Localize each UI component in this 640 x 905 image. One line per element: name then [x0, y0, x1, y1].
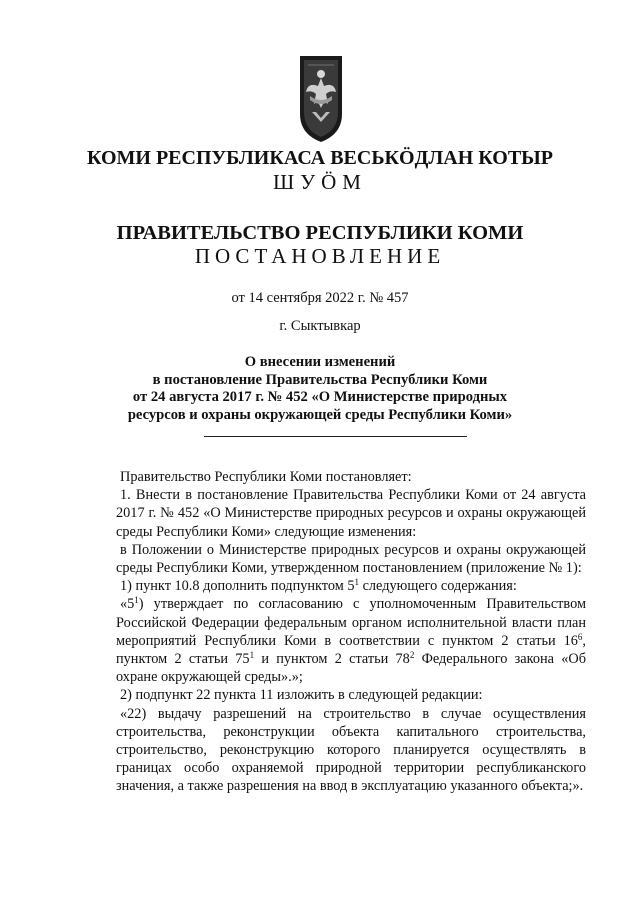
- coat-of-arms-emblem: [298, 52, 344, 144]
- text-fragment: и пунктом 2 статьи 78: [254, 651, 410, 668]
- text-fragment: «5: [120, 596, 135, 613]
- text-fragment: Федерального закона «Об охране окружающей среды».»;: [116, 651, 586, 686]
- superscript: 6: [577, 631, 583, 642]
- body-paragraph: в Положении о Министерстве природных ресурсов и охраны окружающей среды Республики Коми, утвержденном постановлением (приложение № 1):: [116, 541, 586, 577]
- decree-city: г. Сыктывкар: [279, 318, 361, 334]
- body-paragraph: [116, 595, 586, 686]
- decree-title-line: О внесении изменений: [244, 354, 396, 370]
- text-fragment: 1) пункт 10.8 дополнить подпунктом 5: [120, 578, 355, 595]
- government-name: ПРАВИТЕЛЬСТВО РЕСПУБЛИКИ КОМИ: [116, 222, 524, 244]
- decree-title-line: ресурсов и охраны окружающей среды Республики Коми»: [127, 406, 513, 423]
- decree-title: [0, 354, 640, 424]
- title-divider: [204, 436, 467, 437]
- body-paragraph: «22) выдачу разрешений на строительство в случае осуществления строительства, реконструкции объекта капитального строительства, строительство, реконструкцию которого планируется осуществлять в границах особо охраняемой природной территории республиканского значения, а также разрешения на ввод в эксплуатацию указанного объекта;».: [116, 705, 586, 795]
- body-paragraph: 2) подпункт 22 пункта 11 изложить в следующей редакции:: [120, 687, 483, 704]
- body-paragraph: 1. Внести в постановление Правительства Республики Коми от 24 августа 2017 г. № 452 «О Министерстве природных ресурсов и охраны окружающей среды Республики Коми» следующие изменения:: [116, 487, 586, 540]
- decree-title-line: в постановление Правительства Республики Коми: [152, 371, 488, 388]
- decree-body: [116, 468, 586, 796]
- komi-document-type: ШУӦМ: [273, 170, 367, 194]
- superscript: 1: [354, 577, 359, 588]
- body-paragraph: [116, 577, 586, 595]
- decree-date-number: от 14 сентября 2022 г. № 457: [231, 290, 409, 306]
- decree-title-line: от 24 августа 2017 г. № 452 «О Министерстве природных: [132, 389, 508, 405]
- text-fragment: , пунктом 2 статьи 75: [116, 632, 586, 668]
- text-fragment: следующего содержания:: [359, 578, 517, 595]
- body-paragraph: Правительство Республики Коми постановляет:: [120, 469, 412, 485]
- text-fragment: ) утверждает по согласованию с уполномоченным Правительством Российской Федерации федеральным органом исполнительной власти план мероприятий Республики Коми в соответствии с пунктом 2 статьи 16: [116, 596, 586, 649]
- superscript: 2: [409, 650, 415, 661]
- komi-government-name: КОМИ РЕСПУБЛИКАСА ВЕСЬКӦДЛАН КОТЫР: [86, 147, 554, 169]
- superscript: 1: [134, 595, 139, 606]
- superscript: 1: [249, 650, 255, 661]
- document-type: ПОСТАНОВЛЕНИЕ: [194, 244, 446, 268]
